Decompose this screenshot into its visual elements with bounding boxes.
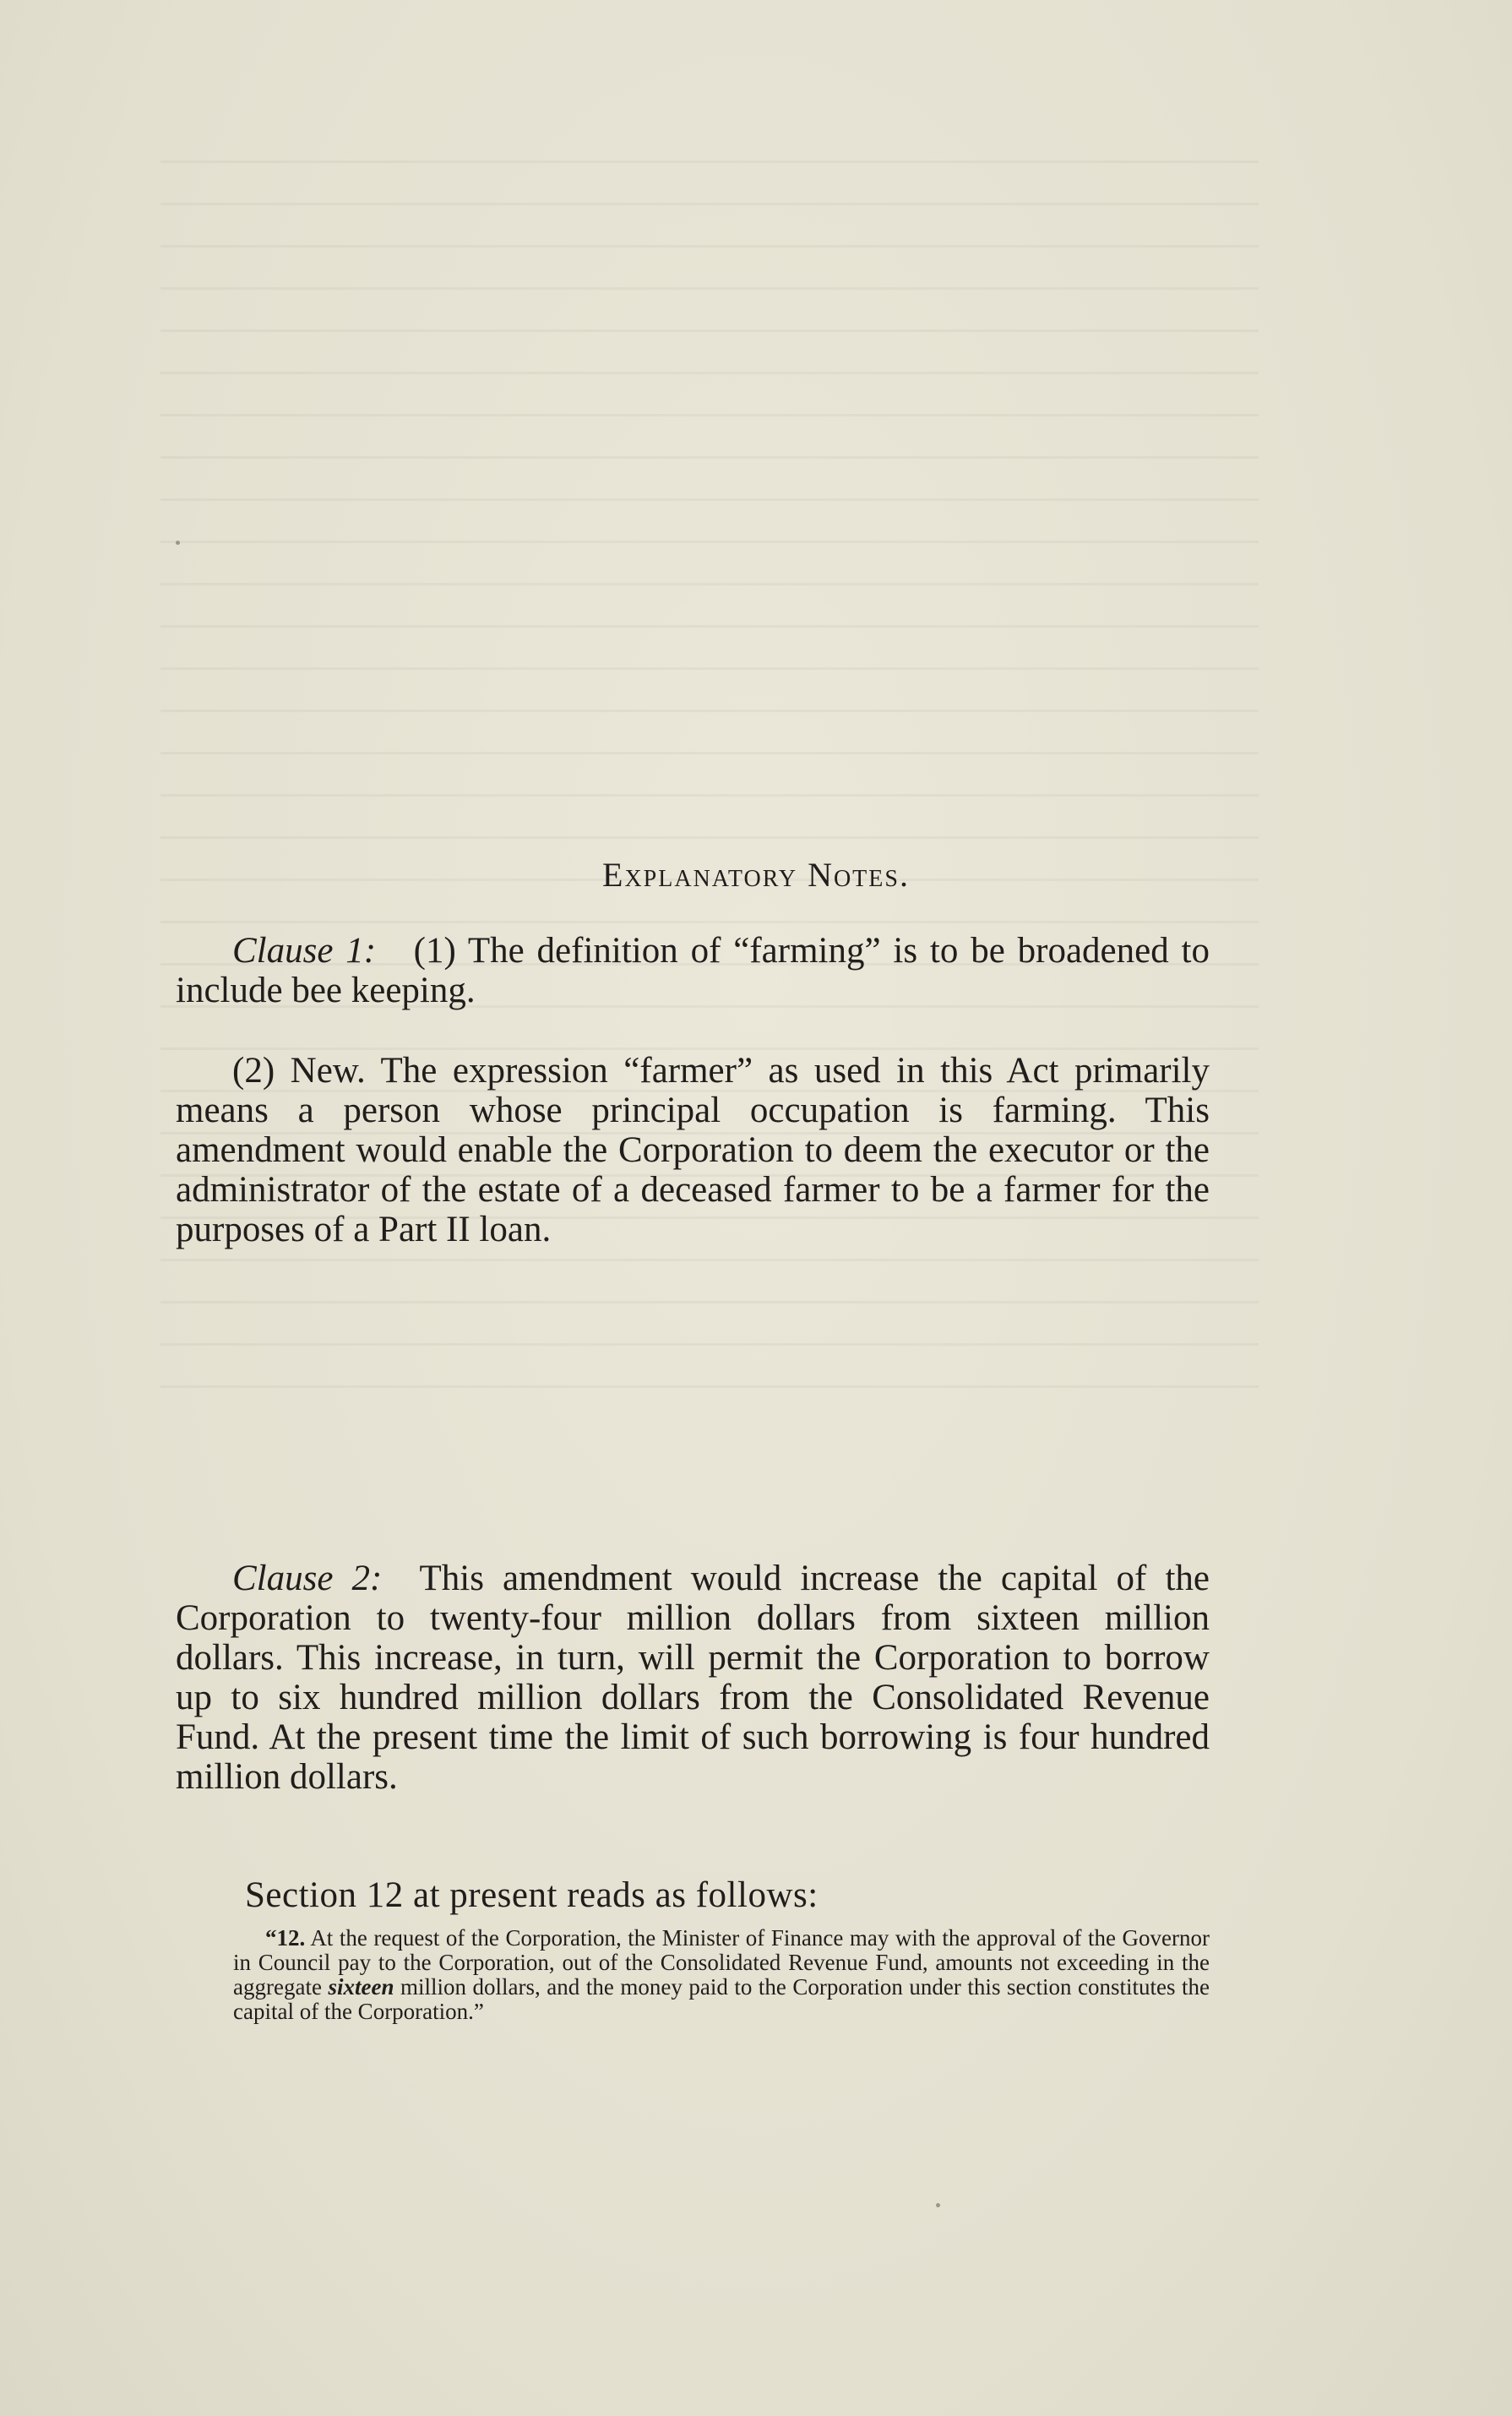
paper-speck bbox=[936, 2203, 940, 2207]
clause-1-part-2-text: (2) New. The expression “farmer” as used in this Act primarily means a person whose principal occupation is farming. This amendment would enable the Corporation to deem the executor or the administrator of the estate of a deceased farmer to be a farmer for the purposes of a Part II loan. bbox=[176, 1051, 1210, 1249]
section-number: “12. bbox=[265, 1925, 306, 1951]
quote-text-end: million dollars, and the money paid to the Corporation under this section constitutes the capital of the Corporation.” bbox=[233, 1974, 1210, 2024]
clause-1-text: (1) The definition of “farming” is to be broadened to include bee keeping. bbox=[176, 931, 1210, 1010]
clause-1-paragraph bbox=[176, 931, 1210, 1010]
section-12-intro: Section 12 at present reads as follows: bbox=[245, 1875, 819, 1915]
clause-2-paragraph bbox=[176, 1559, 1210, 1797]
section-12-quote bbox=[233, 1926, 1210, 2024]
explanatory-notes-heading: Explanatory Notes. bbox=[602, 856, 910, 894]
clause-1-part-2-paragraph bbox=[176, 1051, 1210, 1249]
quote-emphasis: sixteen bbox=[328, 1974, 394, 2000]
quote-text-start: At the request of the Corporation, the Minister of Finance may with the approval of the Governor in Council pay to the Corporation, out of the Consolidated Revenue Fund, amounts not exceeding in the aggregate bbox=[233, 1925, 1210, 2000]
clause-2-text: This amendment would increase the capital of the Corporation to twenty-four million dollars from sixteen million dollars. This increase, in turn, will permit the Corporation to borrow up to six hundred million dollars from the Consolidated Revenue Fund. At the present time the limit of such borrowing is four hundred million dollars. bbox=[176, 1559, 1210, 1797]
clause-1-label: Clause 1: bbox=[232, 931, 377, 971]
paper-speck bbox=[176, 541, 180, 545]
clause-2-label: Clause 2: bbox=[232, 1559, 383, 1598]
